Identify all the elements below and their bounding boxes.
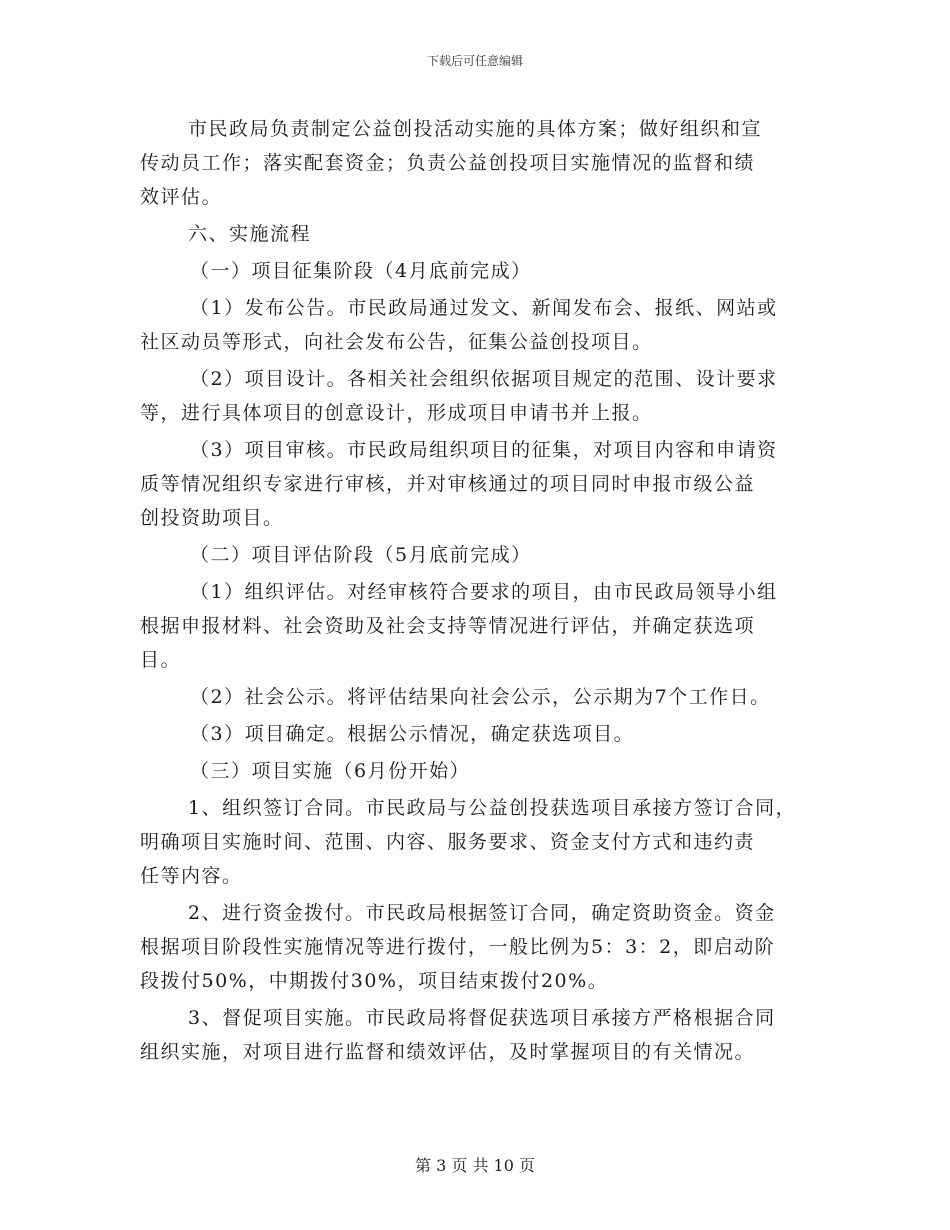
document-body bbox=[140, 112, 820, 1072]
text-line: （3）项目确定。根据公示情况，确定获选项目。 bbox=[190, 723, 635, 745]
text-line: 根据申报材料、社会资助及社会支持等情况进行评估，并确定获选项 bbox=[140, 615, 756, 637]
text-line: 社区动员等形式，向社会发布公告，征集公益创投项目。 bbox=[140, 331, 653, 353]
text-line: 创投资助项目。 bbox=[140, 507, 284, 529]
paragraph bbox=[140, 362, 820, 430]
paragraph bbox=[140, 575, 820, 677]
text-line: （3）项目审核。市民政局组织项目的征集，对项目内容和申请资 bbox=[190, 439, 778, 461]
text-line: 效评估。 bbox=[140, 186, 223, 208]
text-line: （2）项目设计。各相关社会组织依据项目规定的范围、设计要求 bbox=[190, 368, 778, 390]
paragraph bbox=[140, 217, 820, 251]
text-line: 组织实施，对项目进行监督和绩效评估，及时掌握项目的有关情况。 bbox=[140, 1041, 756, 1063]
paragraph bbox=[140, 717, 820, 751]
text-line: 2、进行资金拨付。市民政局根据签订合同，确定资助资金。资金 bbox=[188, 902, 776, 924]
text-line: 市民政局负责制定公益创投活动实施的具体方案；做好组织和宣 bbox=[188, 118, 763, 140]
text-line: 段拨付50%，中期拨付30%，项目结束拨付20%。 bbox=[140, 970, 609, 992]
paragraph bbox=[140, 433, 820, 535]
text-line: 任等内容。 bbox=[140, 865, 243, 887]
text-line: （1）发布公告。市民政局通过发文、新闻发布会、报纸、网站或 bbox=[190, 297, 778, 319]
paragraph bbox=[140, 754, 820, 788]
paragraph bbox=[140, 291, 820, 359]
text-line: （二）项目评估阶段（5月底前完成） bbox=[190, 544, 532, 566]
text-line: 等，进行具体项目的创意设计，形成项目申请书并上报。 bbox=[140, 402, 653, 424]
paragraph bbox=[140, 1001, 820, 1069]
paragraph bbox=[140, 538, 820, 572]
page-number: 第 3 页 共 10 页 bbox=[415, 1156, 535, 1175]
text-line: 传动员工作；落实配套资金；负责公益创投项目实施情况的监督和绩 bbox=[140, 152, 756, 174]
paragraph bbox=[140, 791, 820, 893]
paragraph bbox=[140, 112, 820, 214]
text-line: 明确项目实施时间、范围、内容、服务要求、资金支付方式和违约责 bbox=[140, 831, 756, 853]
text-line: 3、督促项目实施。市民政局将督促获选项目承接方严格根据合同 bbox=[188, 1007, 776, 1029]
page-header: 下载后可任意编辑 bbox=[426, 54, 523, 68]
text-line: （一）项目征集阶段（4月底前完成） bbox=[190, 260, 532, 282]
text-line: 根据项目阶段性实施情况等进行拨付，一般比例为5：3：2，即启动阶 bbox=[140, 936, 776, 958]
text-line: （2）社会公示。将评估结果向社会公示，公示期为7个工作日。 bbox=[190, 686, 771, 708]
text-line: 六、实施流程 bbox=[188, 223, 312, 245]
text-line: （三）项目实施（6月份开始） bbox=[190, 760, 471, 782]
text-line: 1、组织签订合同。市民政局与公益创投获选项目承接方签订合同， bbox=[188, 797, 797, 819]
text-line: 目。 bbox=[140, 649, 182, 671]
paragraph bbox=[140, 254, 820, 288]
text-line: 质等情况组织专家进行审核，并对审核通过的项目同时申报市级公益 bbox=[140, 473, 756, 495]
paragraph bbox=[140, 680, 820, 714]
paragraph bbox=[140, 896, 820, 998]
text-line: （1）组织评估。对经审核符合要求的项目，由市民政局领导小组 bbox=[190, 581, 778, 603]
